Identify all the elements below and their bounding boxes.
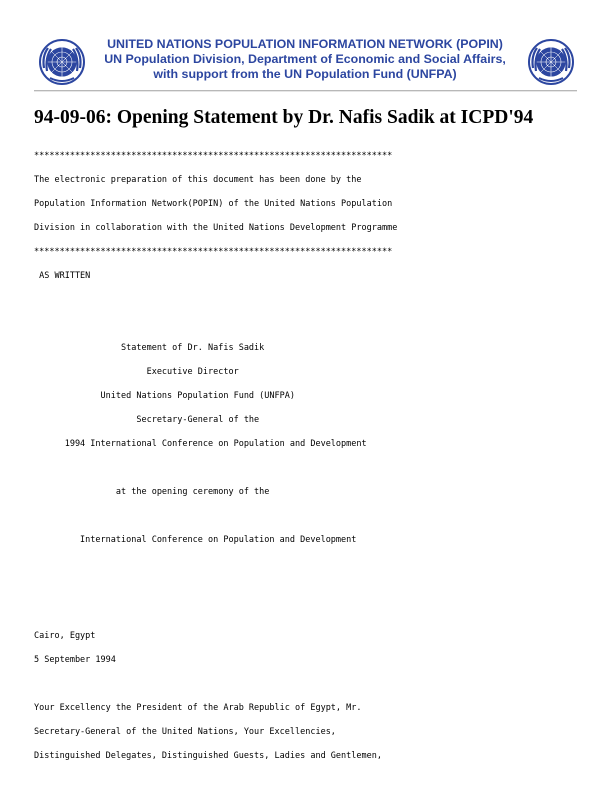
blank-line bbox=[34, 504, 594, 528]
page-header bbox=[0, 34, 612, 90]
as-written: AS WRITTEN bbox=[34, 271, 91, 281]
statement-line-2: Executive Director bbox=[34, 367, 239, 377]
header-text bbox=[90, 37, 520, 82]
statement-line-3: United Nations Population Fund (UNFPA) bbox=[34, 391, 295, 401]
blank-line bbox=[34, 552, 594, 576]
header-line-3: with support from the UN Population Fund (UNFPA) bbox=[153, 67, 457, 81]
un-emblem-icon bbox=[527, 38, 575, 86]
header-line-1: UNITED NATIONS POPULATION INFORMATION NETWORK (POPIN) bbox=[107, 37, 503, 51]
header-divider bbox=[34, 90, 577, 92]
statement-line-4: Secretary-General of the bbox=[34, 415, 260, 425]
header-line-2: UN Population Division, Department of Economic and Social Affairs, bbox=[104, 52, 506, 66]
blank-line bbox=[34, 312, 594, 336]
address-line-1: Your Excellency the President of the Arab Republic of Egypt, Mr. bbox=[34, 703, 362, 713]
preparation-line-1: The electronic preparation of this document has been done by the bbox=[34, 175, 362, 185]
statement-line-1: Statement of Dr. Nafis Sadik bbox=[34, 343, 265, 353]
date: 5 September 1994 bbox=[34, 655, 116, 665]
un-emblem-icon bbox=[38, 38, 86, 86]
stars-bottom: ********************************************************************** bbox=[34, 247, 393, 257]
address-line-2: Secretary-General of the United Nations, Your Excellencies, bbox=[34, 727, 336, 737]
blank-line bbox=[34, 288, 594, 312]
preparation-line-2: Population Information Network(POPIN) of the United Nations Population bbox=[34, 199, 393, 209]
statement-line-5: 1994 International Conference on Population and Development bbox=[34, 439, 367, 449]
document-body bbox=[34, 144, 594, 768]
blank-line bbox=[34, 672, 594, 696]
stars-top: ********************************************************************** bbox=[34, 151, 393, 161]
place: Cairo, Egypt bbox=[34, 631, 96, 641]
page-title: 94-09-06: Opening Statement by Dr. Nafis Sadik at ICPD'94 bbox=[34, 107, 534, 128]
opening-line-1: at the opening ceremony of the bbox=[34, 487, 270, 497]
address-line-3: Distinguished Delegates, Distinguished Guests, Ladies and Gentlemen, bbox=[34, 751, 382, 761]
preparation-line-3: Division in collaboration with the United Nations Development Programme bbox=[34, 223, 398, 233]
blank-line bbox=[34, 576, 594, 600]
opening-line-2: International Conference on Population and Development bbox=[34, 535, 357, 545]
blank-line bbox=[34, 456, 594, 480]
blank-line bbox=[34, 600, 594, 624]
